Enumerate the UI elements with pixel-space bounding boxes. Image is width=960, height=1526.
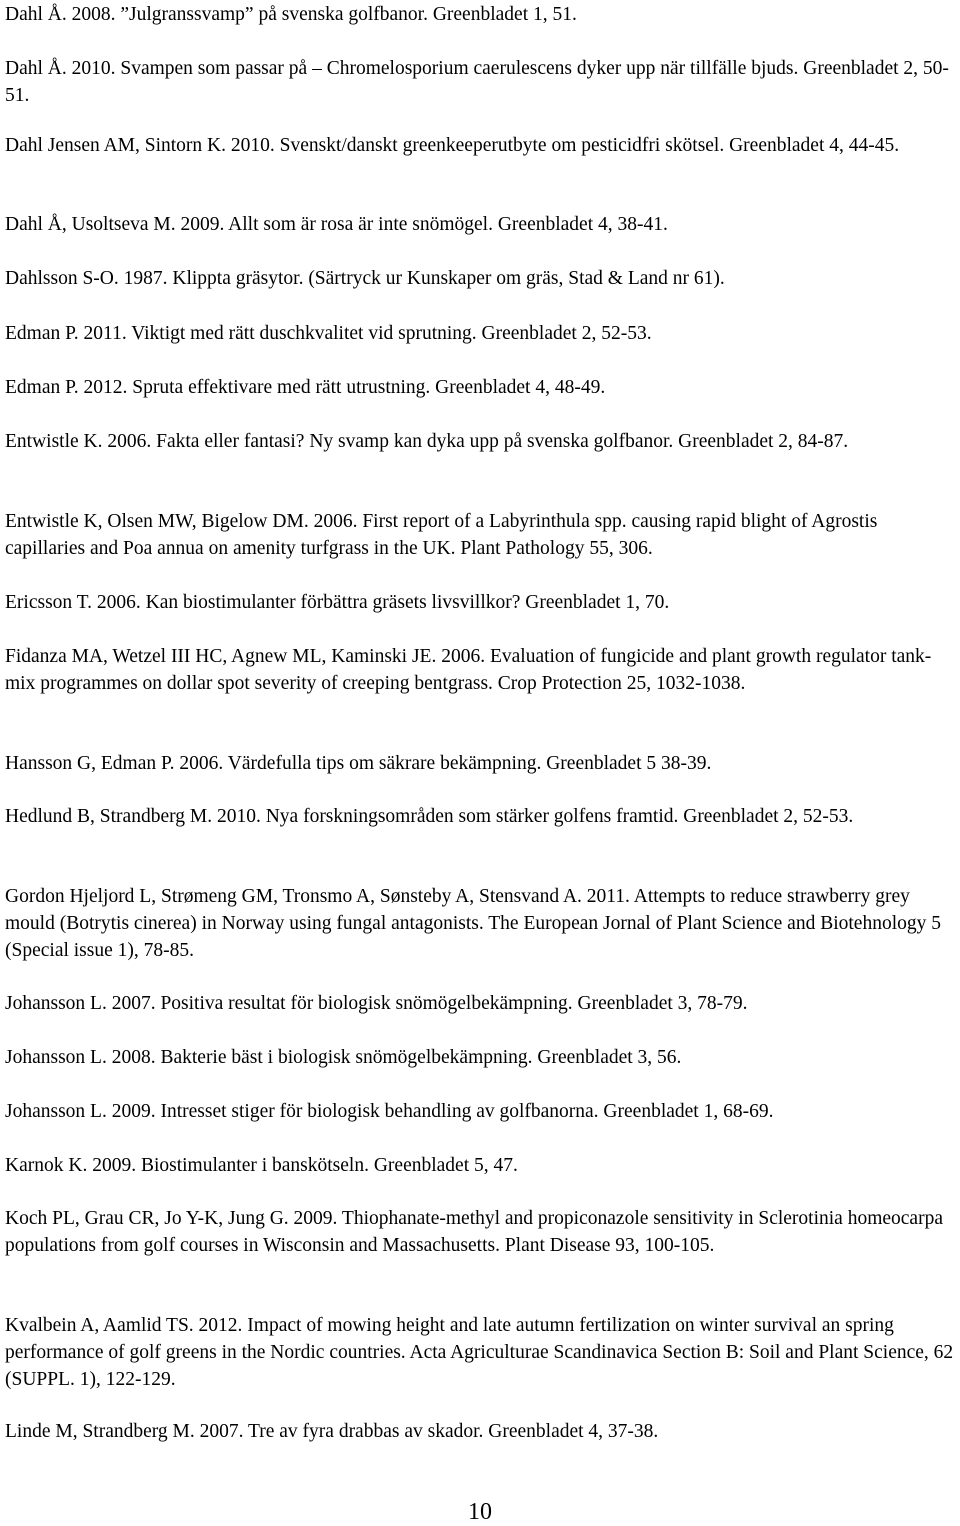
- reference-item: Linde M, Strandberg M. 2007. Tre av fyra drabbas av skador. Greenbladet 4, 37-38.: [5, 1421, 659, 1442]
- reference-item: Gordon Hjeljord L, Strømeng GM, Tronsmo A, Sønsteby A, Stensvand A. 2011. Attempts to reduce strawberry grey mould (Botrytis cinerea) in Norway using fungal antagonists. The European Jornal of Plant Science and Biotehnology 5 (Special issue 1), 78-85.: [5, 886, 941, 961]
- reference-item: Entwistle K. 2006. Fakta eller fantasi? Ny svamp kan dyka upp på svenska golfbanor. Greenbladet 2, 84-87.: [5, 431, 849, 452]
- reference-item: Dahlsson S-O. 1987. Klippta gräsytor. (Särtryck ur Kunskaper om gräs, Stad & Land nr 61).: [5, 268, 725, 289]
- reference-item: Johansson L. 2007. Positiva resultat för biologisk snömögelbekämpning. Greenbladet 3, 78-79.: [5, 993, 748, 1014]
- reference-item: Johansson L. 2008. Bakterie bäst i biologisk snömögelbekämpning. Greenbladet 3, 56.: [5, 1047, 682, 1068]
- reference-item: Johansson L. 2009. Intresset stiger för biologisk behandling av golfbanorna. Greenbladet 1, 68-69.: [5, 1101, 774, 1122]
- reference-item: Hansson G, Edman P. 2006. Värdefulla tips om säkrare bekämpning. Greenbladet 5 38-39.: [5, 753, 712, 774]
- reference-item: Edman P. 2011. Viktigt med rätt duschkvalitet vid sprutning. Greenbladet 2, 52-53.: [5, 323, 652, 344]
- reference-item: Kvalbein A, Aamlid TS. 2012. Impact of mowing height and late autumn fertilization on winter survival an spring performance of golf greens in the Nordic countries. Acta Agriculturae Scandinavica Section B: Soil and Plant Science, 62 (SUPPL. 1), 122-129.: [5, 1315, 954, 1390]
- reference-item: Edman P. 2012. Spruta effektivare med rätt utrustning. Greenbladet 4, 48-49.: [5, 377, 606, 398]
- reference-item: Fidanza MA, Wetzel III HC, Agnew ML, Kaminski JE. 2006. Evaluation of fungicide and plant growth regulator tank-mix programmes on dollar spot severity of creeping bentgrass. Crop Protection 25, 1032-1038.: [5, 646, 932, 694]
- reference-item: Hedlund B, Strandberg M. 2010. Nya forskningsområden som stärker golfens framtid. Greenbladet 2, 52-53.: [5, 806, 854, 827]
- reference-item: Dahl Jensen AM, Sintorn K. 2010. Svenskt/danskt greenkeeperutbyte om pesticidfri skötsel. Greenbladet 4, 44-45.: [5, 135, 900, 156]
- page-number: 10: [468, 1499, 492, 1525]
- reference-item: Entwistle K, Olsen MW, Bigelow DM. 2006. First report of a Labyrinthula spp. causing rapid blight of Agrostis capillaries and Poa annua on amenity turfgrass in the UK. Plant Pathology 55, 306.: [5, 511, 878, 559]
- reference-item: Koch PL, Grau CR, Jo Y-K, Jung G. 2009. Thiophanate-methyl and propiconazole sensitivity in Sclerotinia homeocarpa populations from golf courses in Wisconsin and Massachusetts. Plant Disease 93, 100-105.: [5, 1208, 943, 1256]
- reference-item: Ericsson T. 2006. Kan biostimulanter förbättra gräsets livsvillkor? Greenbladet 1, 70.: [5, 592, 670, 613]
- reference-item: Dahl Å, Usoltseva M. 2009. Allt som är rosa är inte snömögel. Greenbladet 4, 38-41.: [5, 214, 668, 235]
- reference-item: Karnok K. 2009. Biostimulanter i banskötseln. Greenbladet 5, 47.: [5, 1155, 518, 1176]
- reference-item: Dahl Å. 2010. Svampen som passar på – Chromelosporium caerulescens dyker upp när tillfälle bjuds. Greenbladet 2, 50-51.: [5, 58, 949, 106]
- reference-item: Dahl Å. 2008. ”Julgranssvamp” på svenska golfbanor. Greenbladet 1, 51.: [5, 4, 577, 25]
